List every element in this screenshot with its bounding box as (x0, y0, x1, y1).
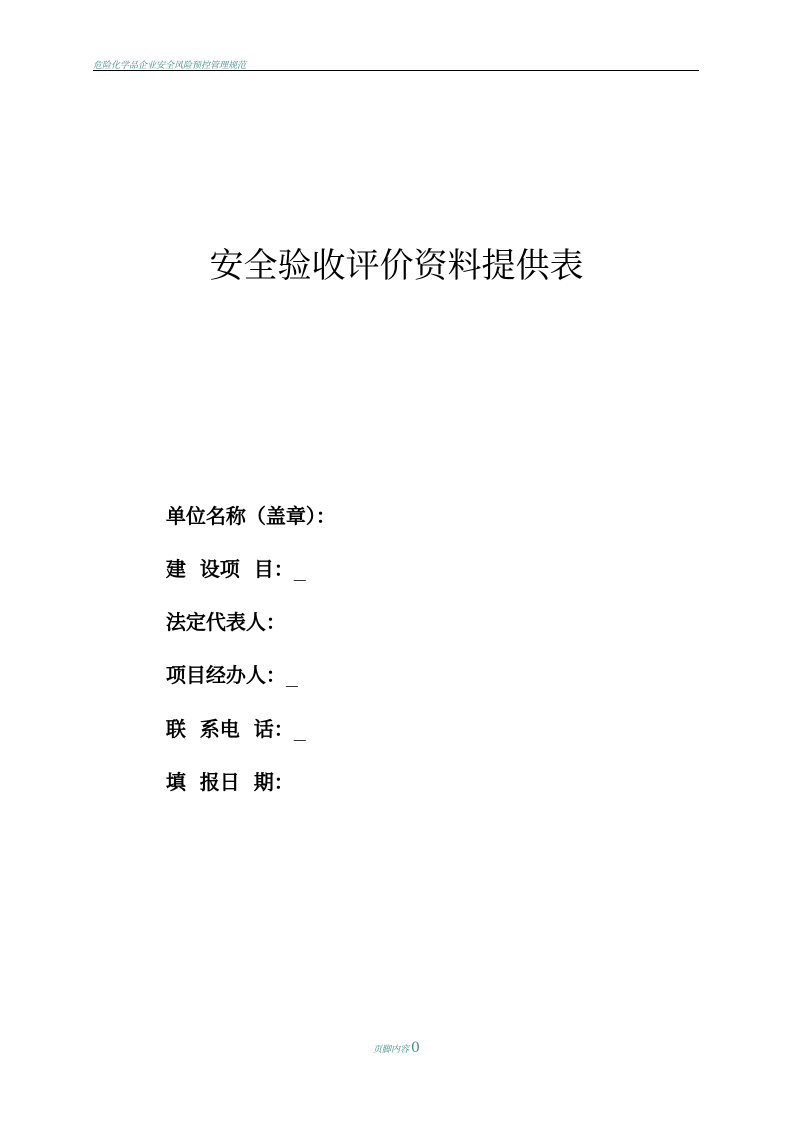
document-title: 安全验收评价资料提供表 (209, 246, 584, 286)
footer-label: 页脚内容 (373, 1045, 410, 1055)
field-label: 建 设项 目： (165, 557, 294, 581)
field-label: 单位名称（盖章）： (165, 504, 336, 528)
page-footer (0, 1040, 793, 1056)
field-label: 填 报日 期： (165, 770, 294, 794)
page-header-text: 危险化学品企业安全风险预控管理规范 (93, 61, 247, 71)
field-blank: _ (293, 557, 306, 581)
field-blank: _ (293, 717, 306, 741)
field-label: 项目经办人： (165, 663, 286, 687)
field-label: 法定代表人： (165, 610, 286, 634)
field-label: 联 系电 话： (165, 717, 294, 741)
header-divider (93, 70, 699, 71)
field-blank: _ (285, 663, 298, 687)
page-number: 0 (411, 1040, 420, 1056)
field-report-date (138, 740, 294, 824)
